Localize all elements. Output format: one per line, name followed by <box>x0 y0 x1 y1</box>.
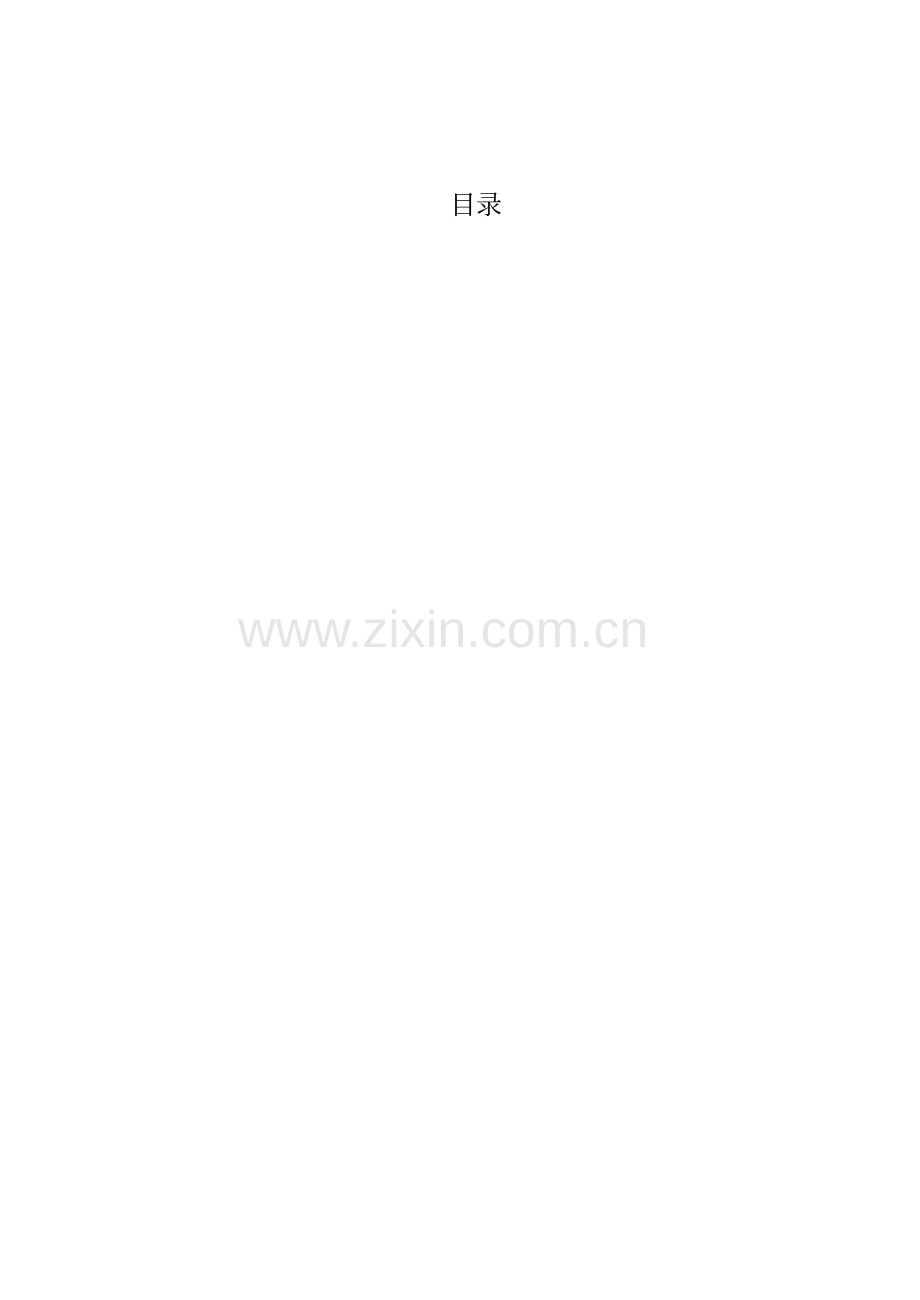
toc-title: 目录 <box>449 191 502 221</box>
toc-entry[interactable] <box>150 272 672 308</box>
toc-entry[interactable] <box>150 600 683 636</box>
watermark: www.zixin.com.cn <box>238 601 649 659</box>
toc-entry[interactable] <box>150 436 677 472</box>
toc-entry[interactable] <box>150 518 677 554</box>
toc-entry[interactable] <box>150 1092 672 1128</box>
toc-entry[interactable] <box>150 764 676 800</box>
toc-entry[interactable] <box>150 1010 678 1046</box>
toc-entry[interactable] <box>150 846 674 882</box>
toc-entry[interactable] <box>150 928 670 964</box>
toc-entry[interactable] <box>150 682 664 718</box>
toc-entry[interactable] <box>150 354 700 390</box>
